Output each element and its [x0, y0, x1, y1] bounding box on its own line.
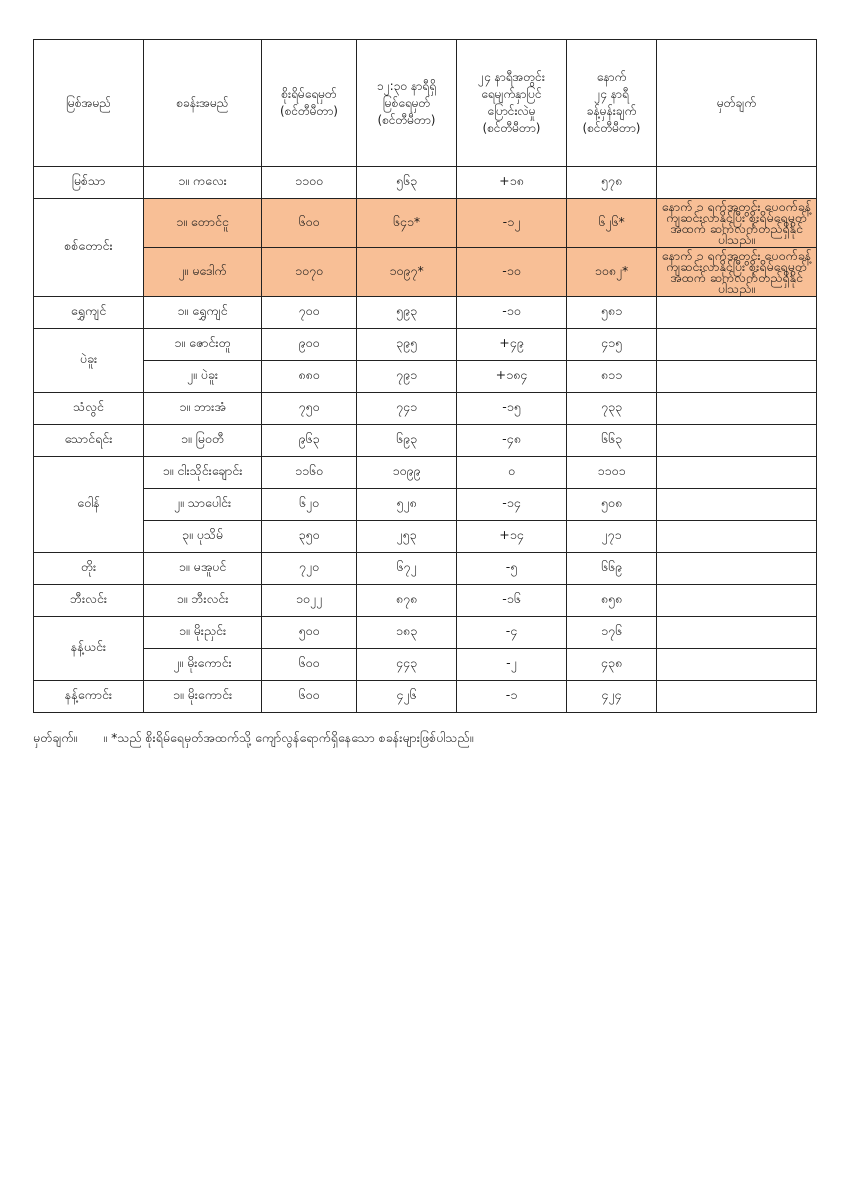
station-name: ၃။ ပုသိမ်: [144, 521, 262, 553]
footnote: [33, 730, 833, 749]
river-name: ဝေါန်: [34, 457, 144, 553]
warning-level: ၁၀၇၀: [262, 248, 357, 297]
station-name: ၁။ ဘီးလင်း: [144, 585, 262, 617]
table-row: [34, 361, 817, 393]
river-name: ဘီးလင်း: [34, 585, 144, 617]
forecast-level: ၈၅၈: [567, 585, 657, 617]
remark: [657, 649, 817, 681]
current-level: ၁၀၉၉: [357, 457, 457, 489]
table-row: [34, 617, 817, 649]
level-change: -၁၀: [457, 297, 567, 329]
footnote-label: မှတ်ချက်။: [33, 730, 78, 745]
warning-level: ၇၂၀: [262, 553, 357, 585]
river-name: ပဲခူး: [34, 329, 144, 393]
station-name: ၁။ ရွှေကျင်: [144, 297, 262, 329]
header-warning-level: စိုးရိမ်ရေမှတ် (စင်တီမီတာ): [262, 40, 357, 167]
level-change: -၂: [457, 649, 567, 681]
forecast-level: ၁၇၆: [567, 617, 657, 649]
table-row: [34, 297, 817, 329]
current-level: ၆၉၃: [357, 425, 457, 457]
forecast-level: ၂၇၁: [567, 521, 657, 553]
forecast-level: ၈၁၁: [567, 361, 657, 393]
level-change: +၁၄: [457, 521, 567, 553]
current-level: ၂၅၃: [357, 521, 457, 553]
level-change: -၄: [457, 617, 567, 649]
table-row: [34, 489, 817, 521]
forecast-level: ၅၇၈: [567, 167, 657, 199]
table-row: [34, 167, 817, 199]
forecast-level: ၄၃၈: [567, 649, 657, 681]
table-row: [34, 521, 817, 553]
warning-level: ၇၅၀: [262, 393, 357, 425]
current-level: ၈၇၈: [357, 585, 457, 617]
table-row: [34, 457, 817, 489]
river-name: နန့်ကောင်း: [34, 681, 144, 713]
warning-level: ၇၀၀: [262, 297, 357, 329]
river-name: တိုး: [34, 553, 144, 585]
forecast-level: ၅၀၈: [567, 489, 657, 521]
current-level: ၇၉၁: [357, 361, 457, 393]
river-name: ရွှေကျင်: [34, 297, 144, 329]
river-name: မြစ်သာ: [34, 167, 144, 199]
level-change: -၁၄: [457, 489, 567, 521]
remark: [657, 167, 817, 199]
warning-level: ၆၂၀: [262, 489, 357, 521]
current-level: ၆၄၁*: [357, 199, 457, 248]
remark: [657, 393, 817, 425]
station-name: ၂။ မိုးကောင်း: [144, 649, 262, 681]
forecast-level: ၁၁၀၁: [567, 457, 657, 489]
warning-level: ၅၀၀: [262, 617, 357, 649]
header-current-level: ၁၂:၃၀ နာရီရှိ မြစ်ရေမှတ် (စင်တီမီတာ): [357, 40, 457, 167]
station-name: ၁။ တောင်ငူ: [144, 199, 262, 248]
level-change: -၁: [457, 681, 567, 713]
station-name: ၁။ မိုးညှင်း: [144, 617, 262, 649]
river-name: သောင်ရင်း: [34, 425, 144, 457]
remark: [657, 329, 817, 361]
header-station: စခန်းအမည်: [144, 40, 262, 167]
river-name: နန့်ယင်း: [34, 617, 144, 681]
remark: [657, 521, 817, 553]
warning-level: ၆၀၀: [262, 681, 357, 713]
station-name: ၁။ ဇောင်းတူ: [144, 329, 262, 361]
remark: [657, 361, 817, 393]
warning-level: ၉၀၀: [262, 329, 357, 361]
remark: [657, 489, 817, 521]
header-row: [34, 40, 817, 167]
warning-level: ၃၅၀: [262, 521, 357, 553]
station-name: ၁။ မြဝတီ: [144, 425, 262, 457]
station-name: ၁။ ကလေး: [144, 167, 262, 199]
forecast-level: ၇၃၃: [567, 393, 657, 425]
table-row: [34, 649, 817, 681]
forecast-level: ၆၆၉: [567, 553, 657, 585]
station-name: ၁။ မအူပင်: [144, 553, 262, 585]
remark: [657, 681, 817, 713]
current-level: ၆၇၂: [357, 553, 457, 585]
table-row: [34, 585, 817, 617]
river-name: သံလွင်: [34, 393, 144, 425]
forecast-level: ၄၂၄: [567, 681, 657, 713]
forecast-level: ၅၈၁: [567, 297, 657, 329]
forecast-level: ၆၆၃: [567, 425, 657, 457]
river-level-table: [33, 39, 817, 713]
current-level: ၅၂၈: [357, 489, 457, 521]
forecast-level: ၁၀၈၂*: [567, 248, 657, 297]
level-change: -၁၀: [457, 248, 567, 297]
river-name: စစ်တောင်း: [34, 199, 144, 297]
current-level: ၄၄၃: [357, 649, 457, 681]
table-row: [34, 199, 817, 248]
warning-level: ၈၈၀: [262, 361, 357, 393]
current-level: ၇၄၁: [357, 393, 457, 425]
station-name: ၂။ သာပေါင်း: [144, 489, 262, 521]
warning-level: ၉၆၃: [262, 425, 357, 457]
header-remarks: မှတ်ချက်: [657, 40, 817, 167]
table-row: [34, 553, 817, 585]
level-change: +၄၉: [457, 329, 567, 361]
warning-level: ၁၁၀၀: [262, 167, 357, 199]
current-level: ၅၉၃: [357, 297, 457, 329]
warning-level: ၆၀၀: [262, 199, 357, 248]
level-change: -၁၆: [457, 585, 567, 617]
station-name: ၂။ ပဲခူး: [144, 361, 262, 393]
level-change: +၁၈၄: [457, 361, 567, 393]
table-row: [34, 681, 817, 713]
current-level: ၁၈၃: [357, 617, 457, 649]
station-name: ၁။ မိုးကောင်း: [144, 681, 262, 713]
warning-level: ၁၁၆၀: [262, 457, 357, 489]
remark: [657, 425, 817, 457]
level-change: -၄၈: [457, 425, 567, 457]
header-forecast-24h: နောက် ၂၄ နာရီ ခန့်မှန်းချက် (စင်တီမီတာ): [567, 40, 657, 167]
remark: [657, 553, 817, 585]
footnote-text: ။ *သည် စိုးရိမ်ရေမှတ်အထက်သို့ ကျော်လွန်ရောက်ရှိနေသော စခန်းများဖြစ်ပါသည်။: [103, 730, 474, 745]
remark: [657, 617, 817, 649]
station-name: ၂။ မဒေါက်: [144, 248, 262, 297]
warning-level: ၁၀၂၂: [262, 585, 357, 617]
remark: နောက် ၁ ရက်အတွင်း ပေ‌ဝက်ခန့် ကျဆင်းလာနိုင်ပြီး စိုးရိမ်ရေမှတ်အထက် ဆက်လက်တည်ရှိနိုင်ပါသည်။: [657, 248, 817, 297]
level-change: ၀: [457, 457, 567, 489]
forecast-level: ၆၂၆*: [567, 199, 657, 248]
table-row: [34, 393, 817, 425]
level-change: -၅: [457, 553, 567, 585]
current-level: ၁၀၉၇*: [357, 248, 457, 297]
remark: [657, 457, 817, 489]
current-level: ၃၉၅: [357, 329, 457, 361]
table-row: [34, 248, 817, 297]
remark: [657, 297, 817, 329]
header-change-24h: ၂၄ နာရီအတွင်း ရေမျက်နှာပြင် ပြောင်းလဲမှု (စင်တီမီတာ): [457, 40, 567, 167]
current-level: ၄၂၆: [357, 681, 457, 713]
forecast-level: ၄၁၅: [567, 329, 657, 361]
station-name: ၁။ ငါးသိုင်းချောင်း: [144, 457, 262, 489]
table-row: [34, 425, 817, 457]
remark: [657, 585, 817, 617]
current-level: ၅၆၃: [357, 167, 457, 199]
header-river: မြစ်အမည်: [34, 40, 144, 167]
level-change: -၁၅: [457, 393, 567, 425]
station-name: ၁။ ဘားအံ: [144, 393, 262, 425]
warning-level: ၆၀၀: [262, 649, 357, 681]
level-change: +၁၈: [457, 167, 567, 199]
remark: နောက် ၁ ရက်အတွင်း ပေ‌ဝက်ခန့် ကျဆင်းလာနိုင်ပြီး စိုးရိမ်ရေမှတ်အထက် ဆက်လက်တည်ရှိနိုင်ပါသည်။: [657, 199, 817, 248]
level-change: -၁၂: [457, 199, 567, 248]
table-row: [34, 329, 817, 361]
